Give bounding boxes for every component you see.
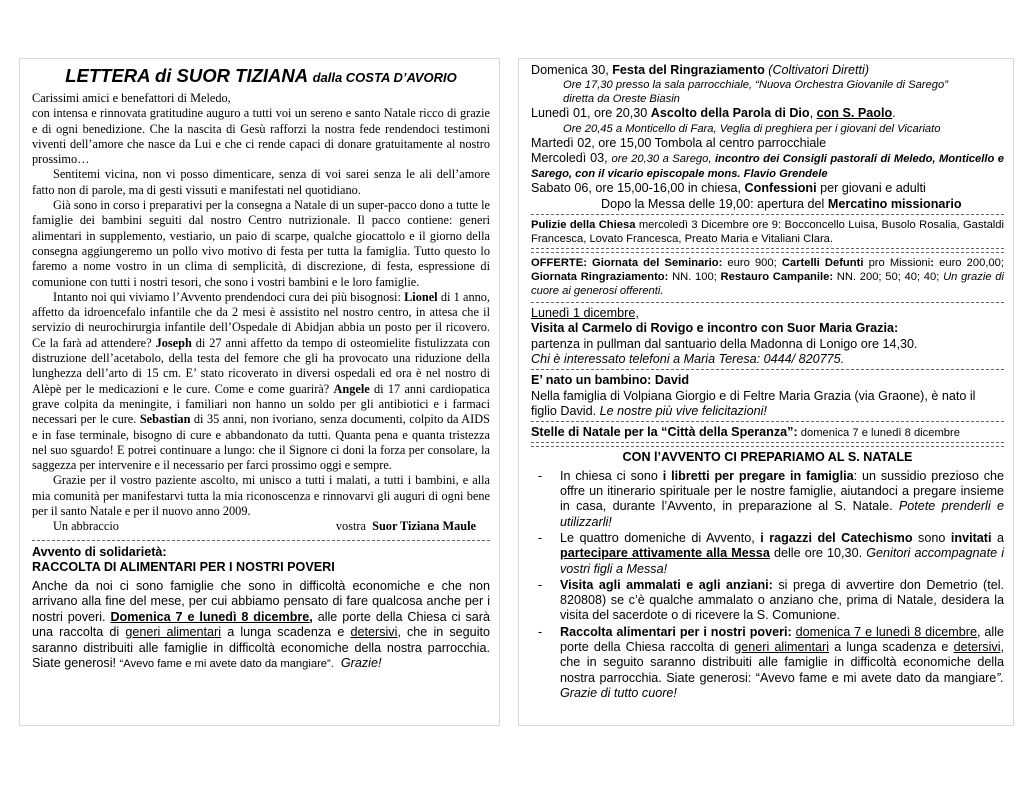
letter-greeting: Carissimi amici e benefattori di Meledo, <box>32 91 231 105</box>
divider <box>531 214 1004 215</box>
divider <box>531 421 1004 422</box>
solidarity-subtitle: RACCOLTA DI ALIMENTARI PER I NOSTRI POVERI <box>32 560 335 575</box>
advent-item-libretti: - In chiesa ci sono i libretti per pregare in famiglia: un sussidio prezioso che offre un itinerario spirituale per le nostre famiglie, aiutandoci a pregare insieme in casa, durante l’Avvento, in preparazione al S. Natale. Potete prenderli e utilizzarli! <box>531 469 1004 530</box>
right-page <box>518 58 1014 726</box>
divider <box>531 442 1004 443</box>
divider <box>531 369 1004 370</box>
letter-paragraph-2: Sentitemi vicina, non vi posso dimenticare, senza di voi sarei senza le ali dell’amore fatto non di parole, ma di gesti vissuti e manifestati nel quotidiano. <box>32 167 490 197</box>
name-joseph: Joseph <box>155 335 192 350</box>
letter-paragraph-1: con intensa e rinnovata gratitudine auguro a tutti voi un sereno e santo Natale ricco di grazie e di ogni benedizione. Che la nascita di Gesù rafforzi la nostra fede rendendoci testimoni viventi dell’amore che nasce da Lui e che ci rende capaci di donare gratuitamente al nostro prossimo… <box>32 106 490 167</box>
left-page <box>19 58 500 726</box>
event-sab06-detail: Dopo la Messa delle 19,00: apertura del Mercatino missionario <box>601 196 962 211</box>
letter-title-main: LETTERA di SUOR TIZIANA <box>65 65 308 86</box>
divider <box>531 248 1004 249</box>
letter-body <box>32 91 490 535</box>
solidarity-body: Anche da noi ci sono famiglie che sono in difficoltà economiche e che non arrivano alla fine del mese, per cui abbiamo pensato di fare qualcosa anche per i nostri poveri. Domenica 7 e lunedì 8 dicembre, alle porte della Chiesa ci sarà una raccolta di generi alimentari a lunga scadenza e detersivi, che in seguito saranno distribuiti alle famiglie in difficoltà economiche della nostra parrocchia. Siate generosi! “Avevo fame e mi avete dato da mangiare”. Grazie! <box>32 578 490 671</box>
divider <box>531 252 1004 253</box>
event-dom30: Domenica 30, Festa del Ringraziamento (Coltivatori Diretti) <box>531 63 870 77</box>
name-lionel: Lionel <box>404 289 438 304</box>
birth-body: Nella famiglia di Volpiana Giorgio e di Feltre Maria Grazia (via Graone), è nato il figlio David. Le nostre più vive felicitazioni! <box>531 388 976 418</box>
letter-paragraph-4: Intanto noi qui viviamo l’Avvento prendendoci cura dei più bisognosi: Lionel di 1 anno, affetto da idroencefalo infantile che da 2 mesi è assistito nel nostro centro, in attesa che il servizio di neurochirurgia infantile dell’Ospedale di Abidjan abbia un posto per il ricovero. Ce la farà ad attendere? Joseph di 27 anni affetto da tempo di osteomielite fistulizzata con distruzione dell’acetabolo, della testa del femore che gli ha provocato una riduzione della lunghezza dell’arto di 15 cm. E’ stato ricoverato in diversi ospedali ed ora è nel nostro di Alèpè per le medicazioni e le cure. Come e come guarirà? Angele di 17 anni cardiopatica grave colpita da meningite, i familiari non hanno un soldo per gli antibiotici e i farmaci necessari per le cure. Sebastian di 35 anni, non ivoriano, senza documenti, colpito da AIDS e in fase terminale, bisogno di cure e abbandonato da tutti. Quanta pena e quanta tristezza nel suo sguardo! E potrei continuare a lungo: che il Signore ci doni la forza per consolare, la saggezza per intervenire e il necessario per farci prossimo oggi e sempre. <box>32 289 490 473</box>
name-sebastian: Sebastian <box>139 412 191 427</box>
carmelo-body: partenza in pullman dal santuario della Madonna di Lonigo ore 14,30. <box>531 336 918 351</box>
advent-item-ammalati: - Visita agli ammalati e agli anziani: si prega di avvertire don Demetrio (tel. 820808) se c’è qualche ammalato o anziano che, prima di Natale, desidera la visita del sacerdote o di ricevere la S. Comunione. <box>531 578 1004 624</box>
birth-title: E’ nato un bambino: David <box>531 373 690 388</box>
signature-greeting: Un abbraccio <box>53 519 119 534</box>
event-mer03: Mercoledì 03, ore 20,30 a Sarego, incontro dei Consigli pastorali di Meledo, Monticello e Sarego, con il vicario episcopale mons. Flavio Grendele <box>531 150 1004 181</box>
letter-paragraph-3: Già sono in corso i preparativi per la consegna a Natale di un super-pacco dono a tutte le famiglie dei bambini seguiti dal nostro Centro nutrizionale. Il pacco contiene: generi alimentari in supplemento, vestiario, un paio di scarpe, qualche giocattolo e il giorno della consegna aggiungeremo un pollo vivo motivo di festa per tutta la famiglia. Tutto questo lo faremo a nome vostro in un clima di semplicità, di discrezione, di festa, espressione di comunione con tutti i nostri tesori, che sono i vostri bambini e le loro famiglie. <box>32 198 490 289</box>
solidarity-section <box>32 545 490 673</box>
signature-name: Suor Tiziana Maule <box>372 519 476 534</box>
divider <box>531 302 1004 303</box>
advent-item-catechismo: - Le quattro domeniche di Avvento, i ragazzi del Catechismo sono invitati a partecipare attivamente alla Messa delle ore 10,30. Genitori accompagnate i vostri figli a Messa! <box>531 531 1004 577</box>
carmelo-contact: Chi è interessato telefoni a Maria Teresa: 0444/ 820775. <box>531 351 845 366</box>
carmelo-title: Visita al Carmelo di Rovigo e incontro con Suor Maria Grazia: <box>531 321 899 336</box>
event-lun01: Lunedì 01, ore 20,30 Ascolto della Parola di Dio, con S. Paolo. <box>531 106 896 121</box>
letter-signature: Un abbraccio vostra Suor Tiziana Maule <box>53 519 476 534</box>
advent-list <box>531 469 1004 701</box>
event-dom30-detail-2: diretta da Oreste Biasin <box>563 93 680 106</box>
stelle-notice: Stelle di Natale per la “Città della Speranza”: domenica 7 e lunedì 8 dicembre <box>531 425 960 440</box>
letter-title <box>32 65 490 89</box>
divider <box>531 446 1004 447</box>
event-dom30-detail-1: Ore 17,30 presso la sala parrocchiale, “Nuova Orchestra Giovanile di Sarego” <box>563 79 948 92</box>
solidarity-title: Avvento di solidarietà: <box>32 544 167 559</box>
pulizie-notice: Pulizie della Chiesa mercoledì 3 Dicembre ore 9: Bocconcello Luisa, Busolo Rosalia, Gastaldi Francesca, Lovato Francesca, Preato Maria e Vitaliani Clara. <box>531 219 1004 246</box>
advent-title: CON l’AVVENTO CI PREPARIAMO AL S. NATALE <box>622 450 913 465</box>
letter-paragraph-5: Grazie per il vostro paziente ascolto, mi unisco a tutti i malati, a tutti i bambini, e alla mia comunità per manifestarvi tutta la mia riconoscenza e rinnovarvi gli auguri di ogni bene per il santo Natale e per il nuovo anno 2009. <box>32 473 490 519</box>
event-sab06: Sabato 06, ore 15,00-16,00 in chiesa, Confessioni per giovani e adulti <box>531 181 926 196</box>
name-angele: Angele <box>333 381 370 396</box>
carmelo-date: Lunedì 1 dicembre, <box>531 306 639 321</box>
offerte-notice: OFFERTE: Giornata del Seminario: euro 900; Cartelli Defunti pro Missioni: euro 200,00; Giornata Ringraziamento: NN. 100; Restauro Campanile: NN. 200; 50; 40; 40; Un grazie di cuore ai generosi offerenti. <box>531 257 1004 298</box>
event-mar02: Martedì 02, ore 15,00 Tombola al centro parrocchiale <box>531 135 827 150</box>
letter-title-sub: dalla COSTA D’AVORIO <box>312 70 457 85</box>
advent-item-raccolta: - Raccolta alimentari per i nostri poveri: domenica 7 e lunedì 8 dicembre, alle porte della Chiesa raccolta di generi alimentari a lunga scadenza e detersivi, che in seguito saranno distribuiti alle famiglie in difficoltà economiche della nostra parrocchia. Siate generosi: “Avevo fame e mi avete dato da mangiare”. Grazie di tutto cuore! <box>531 625 1004 701</box>
event-lun01-detail: Ore 20,45 a Monticello di Fara, Veglia di preghiera per i giovani del Vicariato <box>563 122 941 135</box>
divider <box>32 540 490 541</box>
